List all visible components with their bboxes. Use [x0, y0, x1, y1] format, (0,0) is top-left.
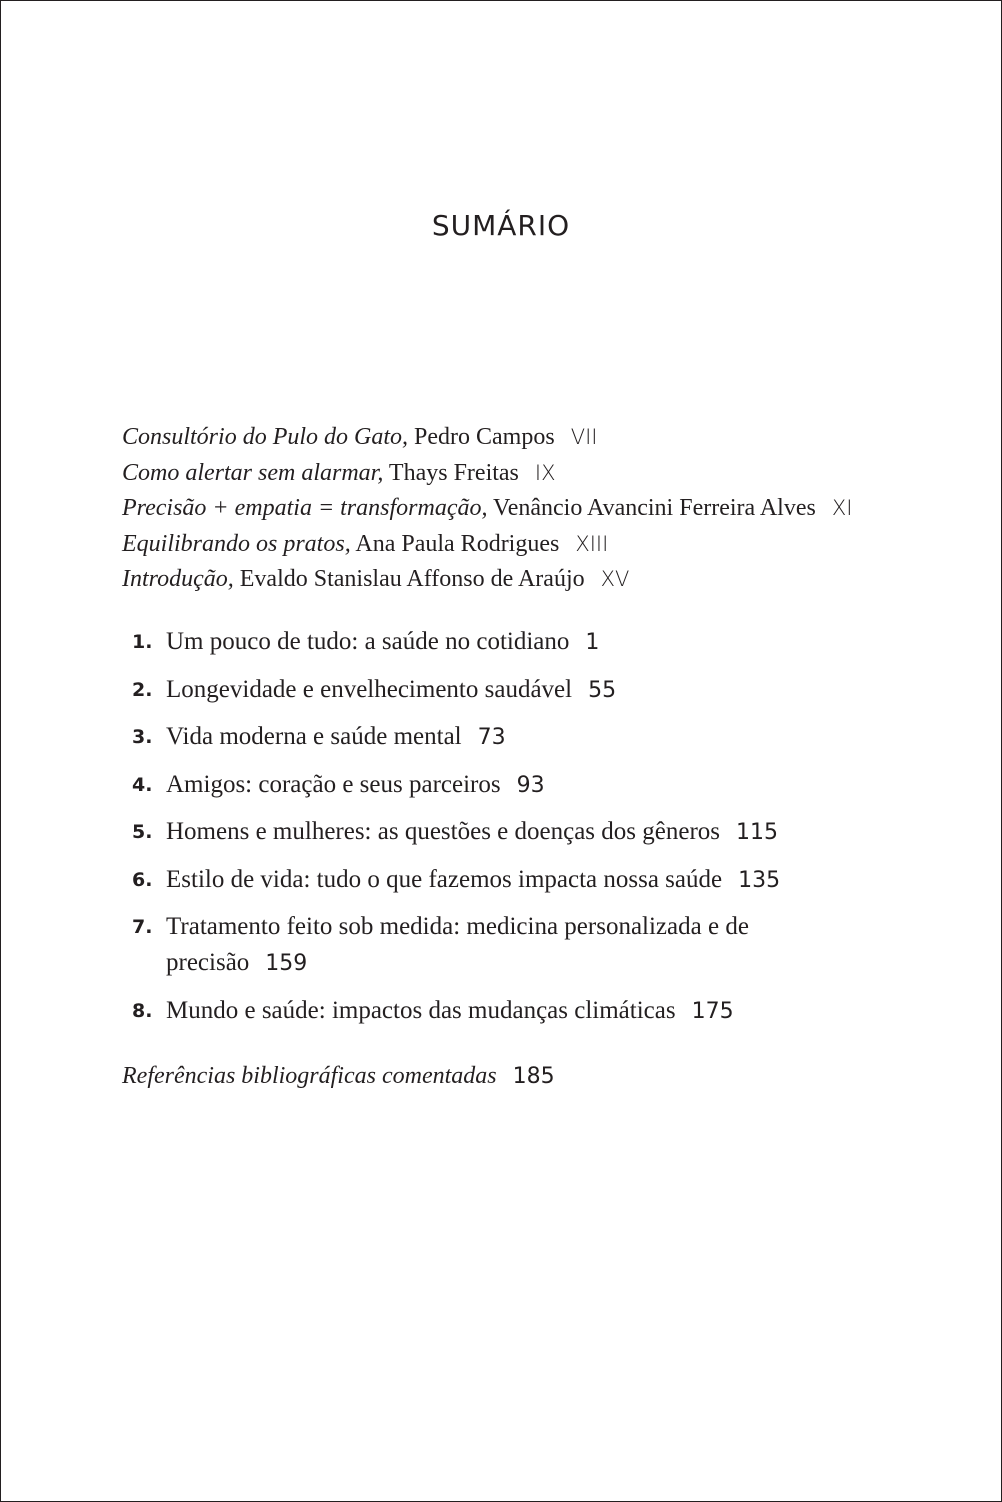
chapter-title: Homens e mulheres: as questões e doenças dos gêneros [166, 818, 721, 845]
chapter-entry[interactable] [122, 862, 922, 899]
chapter-number: 8. [132, 999, 153, 1022]
chapter-page-number: 175 [691, 998, 734, 1024]
chapter-number: 3. [132, 726, 153, 748]
prelim-author: Pedro Campos [408, 424, 555, 450]
chapter-number: 1. [132, 631, 153, 653]
prelim-author: Evaldo Stanislau Affonso de Araújo [233, 566, 585, 592]
prelim-entry[interactable] [122, 562, 922, 598]
chapter-title [166, 909, 786, 982]
chapter-page-number: 115 [736, 820, 779, 845]
chapter-page-number: 55 [588, 677, 617, 703]
references-title: Referências bibliográficas comentadas [122, 1063, 497, 1089]
chapter-page-number: 135 [738, 867, 781, 893]
chapter-title: Amigos: coração e seus parceiros [166, 770, 501, 798]
chapter-entry[interactable] [122, 767, 922, 804]
prelim-author: Thays Freitas [383, 459, 519, 486]
chapter-page-number: 1 [585, 630, 600, 655]
chapter-entry[interactable] [122, 672, 922, 709]
prelim-page-number: XI [831, 496, 853, 520]
prelim-author: Venâncio Avancini Ferreira Alves [487, 495, 816, 521]
chapter-title: Estilo de vida: tudo o que fazemos impacta nossa saúde [166, 865, 723, 893]
prelim-entry[interactable] [122, 527, 922, 563]
chapter-page-number: 159 [265, 951, 308, 976]
references-entry[interactable] [122, 1058, 555, 1095]
chapter-entry[interactable] [122, 814, 922, 851]
prelim-entry[interactable] [122, 456, 922, 492]
chapter-number: 4. [132, 773, 153, 796]
chapter-title: Longevidade e envelhecimento saudável [166, 675, 573, 703]
chapter-number: 2. [132, 678, 153, 701]
prelim-entry[interactable] [122, 420, 922, 456]
chapter-entry[interactable] [122, 719, 922, 756]
prelim-page-number: XV [600, 567, 630, 591]
prelim-title: Introdução, [122, 566, 234, 592]
chapter-number: 6. [132, 868, 153, 891]
prelim-entry[interactable] [122, 491, 922, 527]
prelim-page-number: VII [570, 425, 598, 449]
prelim-title: Precisão + empatia = transformação, [122, 495, 488, 521]
chapter-title: Um pouco de tudo: a saúde no cotidiano [166, 628, 570, 655]
chapter-entry[interactable] [122, 993, 922, 1030]
chapter-entry[interactable] [122, 624, 922, 661]
chapter-number: 5. [132, 821, 153, 843]
chapter-list [122, 624, 922, 1040]
chapter-title: Mundo e saúde: impactos das mudanças climáticas [166, 996, 676, 1024]
prelim-title: Equilibrando os pratos, [122, 530, 351, 557]
prelim-title: Como alertar sem alarmar, [122, 459, 384, 486]
chapter-number: 7. [132, 916, 153, 938]
prelim-author: Ana Paula Rodrigues [350, 530, 560, 557]
references-page-number: 185 [512, 1064, 555, 1089]
preliminary-sections [122, 420, 922, 598]
chapter-title-text: Tratamento feito sob medida: medicina personalizada e de precisão [166, 913, 749, 976]
page-title: SUMÁRIO [431, 209, 571, 242]
prelim-page-number: IX [534, 460, 556, 485]
prelim-page-number: XIII [575, 531, 609, 556]
chapter-title: Vida moderna e saúde mental [166, 723, 462, 750]
chapter-entry[interactable] [122, 909, 922, 982]
chapter-page-number: 73 [477, 725, 506, 750]
prelim-title: Consultório do Pulo do Gato, [122, 424, 409, 450]
chapter-page-number: 93 [516, 772, 545, 798]
